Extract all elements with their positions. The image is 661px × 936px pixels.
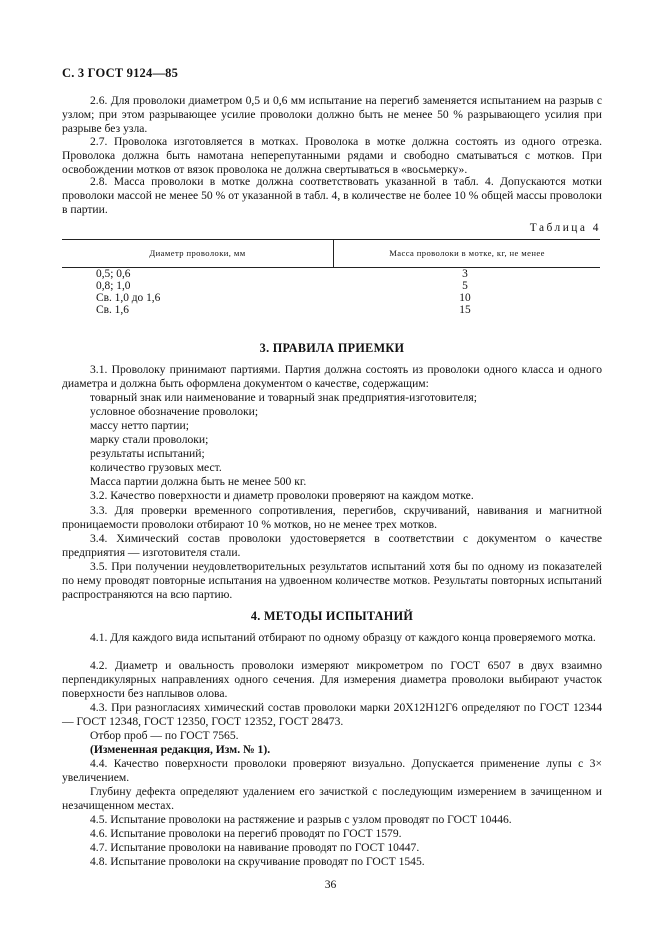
paragraph-2-7: 2.7. Проволока изготовляется в мотках. Проволока в мотке должна состоять из одного отрезка. Проволока должна быть намотана неперепутанными рядами и свободно сматываться с мотков. При освобождении мотков от вязок проволока не должна свертываться в «восьмерку». [62, 135, 602, 177]
section-4-title: 4. МЕТОДЫ ИСПЫТАНИЙ [250, 609, 414, 623]
paragraph-4-4: 4.4. Качество поверхности проволоки проверяют визуально. Допускается применение лупы с 3× увеличением. [62, 757, 602, 785]
section-3-title: 3. ПРАВИЛА ПРИЕМКИ [259, 341, 405, 355]
list-item: результаты испытаний; [90, 447, 205, 460]
paragraph-2-8: 2.8. Масса проволоки в мотке должна соответствовать указанной в табл. 4. Допускаются мотки проволоки массой не менее 50 % от указанной в табл. 4, в количестве не более 10 % общей массы проволоки в партии. [62, 175, 602, 217]
list-item: массу нетто партии; [90, 419, 189, 432]
paragraph-4-2: 4.2. Диаметр и овальность проволоки измеряют микрометром по ГОСТ 6507 в двух взаимно перпендикулярных направлениях одного сечения. Для измерения диаметра проволоки выбирают участок поверхности без наплывов олова. [62, 659, 602, 701]
list-item: условное обозначение проволоки; [90, 405, 259, 418]
paragraph-4-1: 4.1. Для каждого вида испытаний отбирают по одному образцу от каждого конца проверяемого мотка. [90, 631, 596, 644]
table-cell-diameter: 0,8; 1,0 [96, 280, 131, 292]
table-cell-diameter: Св. 1,6 [96, 304, 129, 316]
page-number: 36 [324, 878, 337, 891]
list-item: марку стали проволоки; [90, 433, 209, 446]
table-cell-mass: 10 [459, 292, 471, 304]
table-label: Таблица 4 [529, 222, 601, 234]
table-cell-diameter: 0,5; 0,6 [96, 268, 131, 280]
paragraph-3-5: 3.5. При получении неудовлетворительных результатов испытаний хотя бы по одному из показателей по нему проводят повторные испытания на удвоенном количестве мотков. Результаты повторных испытаний распространяются на всю партию. [62, 560, 602, 602]
table-header-mass: Масса проволоки в мотке, кг, не менее [389, 248, 545, 258]
paragraph-4-7: 4.7. Испытание проволоки на навивание проводят по ГОСТ 10447. [90, 841, 420, 854]
defect-depth-note: Глубину дефекта определяют удалением его зачисткой с последующим измерением в зачищенном и незачищенном местах. [62, 785, 602, 813]
table-cell-diameter: Св. 1,0 до 1,6 [96, 292, 161, 304]
sampling-note: Отбор проб — по ГОСТ 7565. [90, 729, 239, 742]
table-cell-mass: 15 [459, 304, 471, 316]
table-top-rule [62, 239, 600, 240]
paragraph-4-5: 4.5. Испытание проволоки на растяжение и разрыв с узлом проводят по ГОСТ 10446. [90, 813, 512, 826]
document-header: С. 3 ГОСТ 9124—85 [62, 66, 179, 80]
table-cell-mass: 5 [462, 280, 468, 292]
list-item: Масса партии должна быть не менее 500 кг. [90, 475, 307, 488]
amendment-note: (Измененная редакция, Изм. № 1). [90, 743, 271, 756]
table-header-diameter: Диаметр проволоки, мм [149, 248, 246, 258]
paragraph-3-2: 3.2. Качество поверхности и диаметр проволоки проверяют на каждом мотке. [90, 489, 474, 502]
list-item: товарный знак или наименование и товарный знак предприятия-изготовителя; [90, 391, 477, 404]
table-cell-mass: 3 [462, 268, 468, 280]
list-item: количество грузовых мест. [90, 461, 222, 474]
paragraph-3-4: 3.4. Химический состав проволоки удостоверяется в соответствии с документом о качестве предприятия — изготовителя стали. [62, 532, 602, 560]
paragraph-4-3: 4.3. При разногласиях химический состав проволоки марки 20Х12Н12Г6 определяют по ГОСТ 12344 — ГОСТ 12348, ГОСТ 12350, ГОСТ 12352, ГОСТ 28473. [62, 701, 602, 729]
paragraph-4-6: 4.6. Испытание проволоки на перегиб проводят по ГОСТ 1579. [90, 827, 402, 840]
paragraph-2-6: 2.6. Для проволоки диаметром 0,5 и 0,6 мм испытание на перегиб заменяется испытанием на разрыв с узлом; при этом разрывающее усилие проволоки должно быть не менее 50 % разрывающего усилия при разрыве без узла. [62, 94, 602, 136]
paragraph-3-1: 3.1. Проволоку принимают партиями. Партия должна состоять из проволоки одного класса и одного диаметра и должна быть оформлена документом о качестве, содержащим: [62, 363, 602, 391]
paragraph-4-8: 4.8. Испытание проволоки на скручивание проводят по ГОСТ 1545. [90, 855, 425, 868]
table-header-rule [62, 267, 600, 268]
paragraph-3-3: 3.3. Для проверки временного сопротивления, перегибов, скручиваний, навивания и магнитной проницаемости проволоки отбирают 10 % мотков, но не менее трех мотков. [62, 504, 602, 532]
